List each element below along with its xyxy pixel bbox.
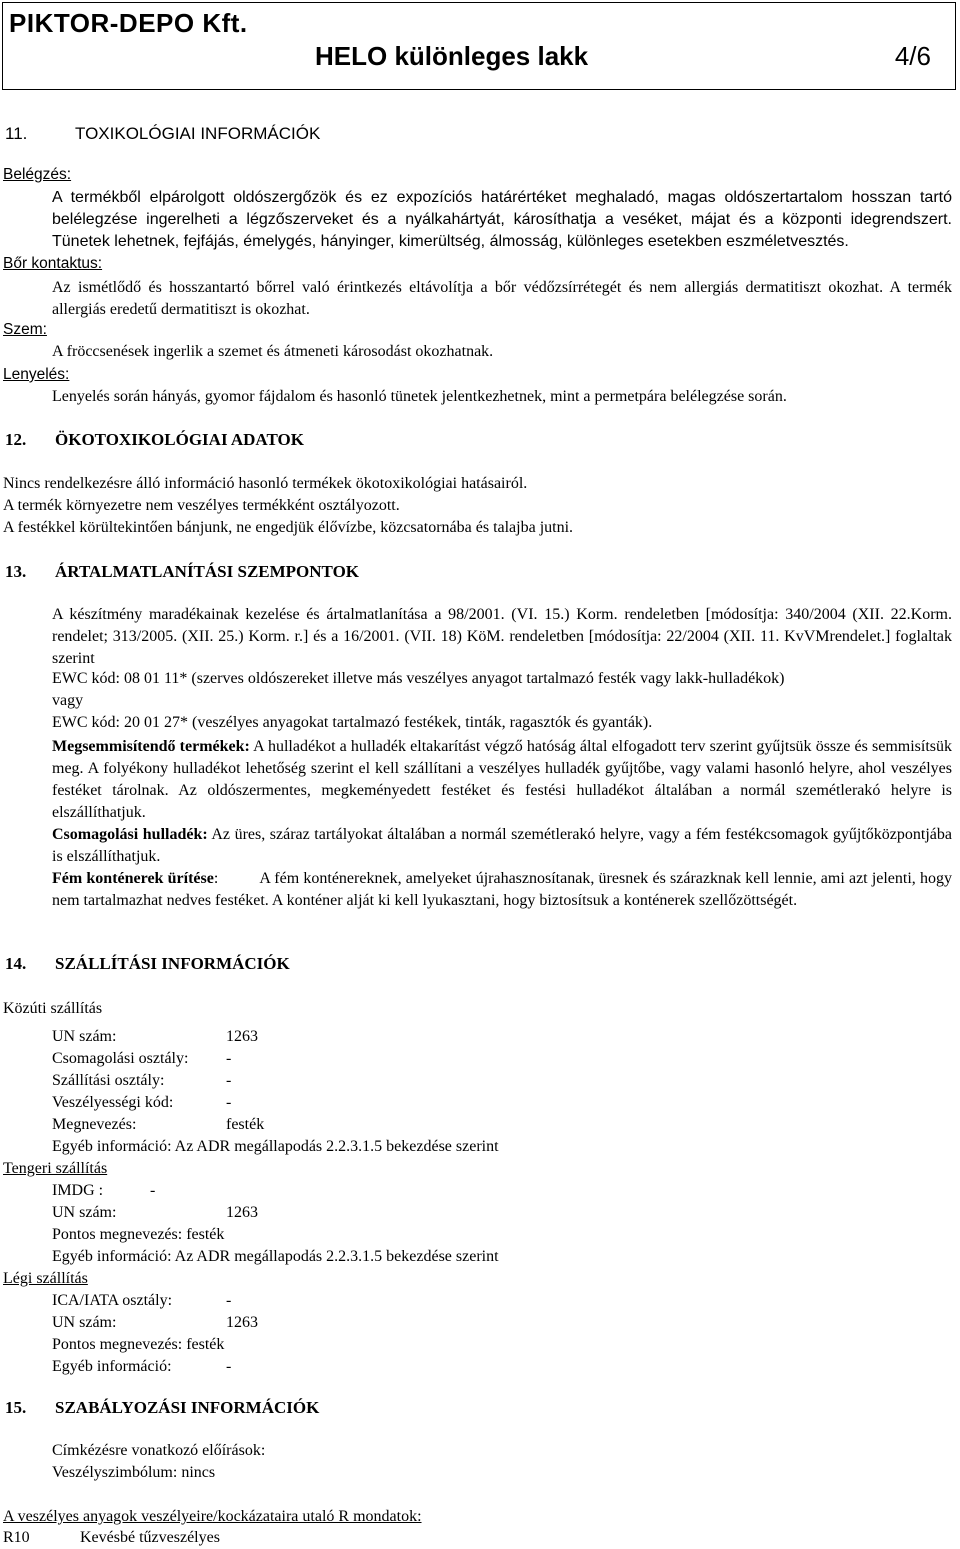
road-un-number <box>52 1028 258 1046</box>
destroy-text: A hulladékot a hulladék eltakarítást végző hatóság által elfogadott terv szerint gyűjtsük össze és semmisítsük meg. A folyékony hulladékot lehetőség szerint el kell szállítani a veszélyes hulladék gyűjtőbe, vagy valami hasonló helyre, ahol veszélyes festéket tárolnak. Az oldószermentes, megkeményedett festéket és festési hulladékot általában a normál szemétlerakó helyre is elszállíthatjuk. <box>52 738 953 821</box>
value: - <box>150 1182 156 1199</box>
section-title: TOXIKOLÓGIAI INFORMÁCIÓK <box>75 124 321 143</box>
labeling-rules: Címkézésre vonatkozó előírások: <box>52 1442 266 1459</box>
road-other-info: Egyéb információ: Az ADR megállapodás 2.2.3.1.5 bekezdése szerint <box>52 1138 499 1155</box>
company-name: PIKTOR-DEPO Kft. <box>9 8 248 38</box>
destroy-products <box>52 736 952 824</box>
skin-contact-label: Bőr kontaktus: <box>3 255 103 272</box>
road-transport-class <box>52 1072 232 1090</box>
road-hazard-code <box>52 1094 232 1112</box>
metal-label: Fém konténerek ürítése <box>52 870 214 887</box>
section-title: ÁRTALMATLANÍTÁSI SZEMPONTOK <box>55 562 360 581</box>
packaging-waste <box>52 824 952 868</box>
section-title: ÖKOTOXIKOLÓGIAI ADATOK <box>55 430 304 449</box>
label: Egyéb információ: <box>52 1358 172 1375</box>
label: UN szám: <box>52 1028 117 1045</box>
inhalation-label: Belégzés: <box>3 166 72 183</box>
page-number: 4/6 <box>894 41 931 71</box>
road-packing-group <box>52 1050 232 1068</box>
skin-contact-text: Az ismétlődő és hosszantartó bőrrel való érintkezés eltávolítja a bőr védőzsírrétegét és nem allergiás dermatitiszt okozhat. A termék allergiás eredetű dermatitiszt is okozhat. <box>52 279 952 318</box>
eye-text: A fröccsenések ingerlik a szemet és átmeneti károsodást okozhatnak. <box>52 343 494 360</box>
section-number: 11. <box>5 124 28 143</box>
value: - <box>226 1094 232 1111</box>
label: ICA/IATA osztály: <box>52 1292 173 1309</box>
document-header <box>2 2 956 90</box>
value: 1263 <box>226 1204 258 1221</box>
section-title: SZABÁLYOZÁSI INFORMÁCIÓK <box>55 1398 320 1417</box>
label: UN szám: <box>52 1314 117 1331</box>
ewc-code-2: EWC kód: 20 01 27* (veszélyes anyagokat tartalmazó festékek, tinták, ragasztók és gyanták). <box>52 714 653 731</box>
eco-line-3: A festékkel körültekintően bánjunk, ne engedjük élővízbe, közcsatornába és talajba jutni. <box>3 519 574 536</box>
road-transport-label: Közúti szállítás <box>3 1000 103 1017</box>
ingestion-text: Lenyelés során hányás, gyomor fájdalom és hasonló tünetek jelentkezhetnek, mint a permetpára belélegzése során. <box>52 388 787 405</box>
disposal-regulation: A készítmény maradékainak kezelése és ártalmatlanítása a 98/2001. (VI. 15.) Korm. rendeletben [módosítja: 340/2004 (XII. 22.Korm. rendelet; 313/2005. (XII. 25.) Korm. r.] és a 16/2001. (VII. 18) KöM. rendeletben [módosítja: 22/2004 (XII. 11. KvVMrendelet.] foglaltak szerint <box>52 606 952 667</box>
value: - <box>226 1050 232 1067</box>
sea-un-number <box>52 1204 258 1222</box>
eco-line-2: A termék környezetre nem veszélyes termékként osztályozott. <box>3 497 400 514</box>
label: Szállítási osztály: <box>52 1072 165 1089</box>
air-transport-label: Légi szállítás <box>3 1270 88 1287</box>
sea-transport-label: Tengeri szállítás <box>3 1160 108 1177</box>
sea-other-info: Egyéb információ: Az ADR megállapodás 2.2.3.1.5 bekezdése szerint <box>52 1248 499 1265</box>
value: festék <box>226 1116 265 1133</box>
label: IMDG : <box>52 1182 104 1199</box>
label: Csomagolási osztály: <box>52 1050 189 1067</box>
eco-line-1: Nincs rendelkezésre álló információ hasonló termékek ökotoxikológiai hatásairól. <box>3 475 528 492</box>
packaging-text: Az üres, száraz tartályokat általában a normál szemétlerakó helyre, vagy a fém festékcsomagok gyűjtőközpontjába is elszállíthatjuk. <box>52 826 953 865</box>
ewc-code-1: EWC kód: 08 01 11* (szerves oldószereket illetve más veszélyes anyagot tartalmazó festék vagy lakk-hulladékok) <box>52 670 785 687</box>
value: 1263 <box>226 1028 258 1045</box>
ingestion-label: Lenyelés: <box>3 366 70 383</box>
metal-text: : A fém konténereknek, amelyeket újrahasznosítanak, üresnek és szárazknak kell lennie, ami azt jelenti, hogy nem tartalmazhat nedves festéket. A konténer alját ki kell lyukasztani, hogy biztosítsuk a konténerek szellőzöttségét. <box>52 870 957 909</box>
value: - <box>226 1072 232 1089</box>
label: UN szám: <box>52 1204 117 1221</box>
product-name: HELO különleges lakk <box>315 41 589 71</box>
value: 1263 <box>226 1314 258 1331</box>
value: - <box>226 1358 232 1375</box>
hazard-symbol: Veszélyszimbólum: nincs <box>52 1464 216 1481</box>
air-name: Pontos megnevezés: festék <box>52 1336 225 1353</box>
section-number: 12. <box>5 430 27 449</box>
eye-label: Szem: <box>3 321 47 338</box>
air-icao-class <box>52 1292 232 1310</box>
metal-containers <box>52 868 957 912</box>
air-other-info <box>52 1358 232 1376</box>
road-name <box>52 1116 265 1134</box>
section-title: SZÁLLÍTÁSI INFORMÁCIÓK <box>55 954 290 973</box>
section-number: 14. <box>5 954 27 973</box>
label: Megnevezés: <box>52 1116 137 1133</box>
destroy-label: Megsemmisítendő termékek: <box>52 738 250 755</box>
ewc-or: vagy <box>52 692 84 709</box>
value: - <box>226 1292 232 1309</box>
sea-name: Pontos megnevezés: festék <box>52 1226 225 1243</box>
packaging-label: Csomagolási hulladék: <box>52 826 208 843</box>
r-phrase-text: Kevésbé tűzveszélyes <box>80 1529 220 1546</box>
r-phrase-code: R10 <box>3 1529 30 1546</box>
r-phrases-heading: A veszélyes anyagok veszélyeire/kockázataira utaló R mondatok: <box>3 1508 422 1525</box>
section-number: 13. <box>5 562 27 581</box>
sea-imdg <box>52 1182 156 1200</box>
inhalation-text: A termékből elpárolgott oldószergőzök és ez expozíciós határértéket meghaladó, magas oldószertartalom hosszan tartó belélegzése ingerelheti a légzőszerveket és a nyálkahártyát, károsíthatja a veséket, májat és a központi idegrendszert. Tünetek lehetnek, fejfájás, émelygés, hányinger, kimerültség, álmosság, különleges esetekben eszméletvesztés. <box>52 189 952 250</box>
label: Veszélyességi kód: <box>52 1094 174 1111</box>
section-number: 15. <box>5 1398 27 1417</box>
air-un-number <box>52 1314 258 1332</box>
